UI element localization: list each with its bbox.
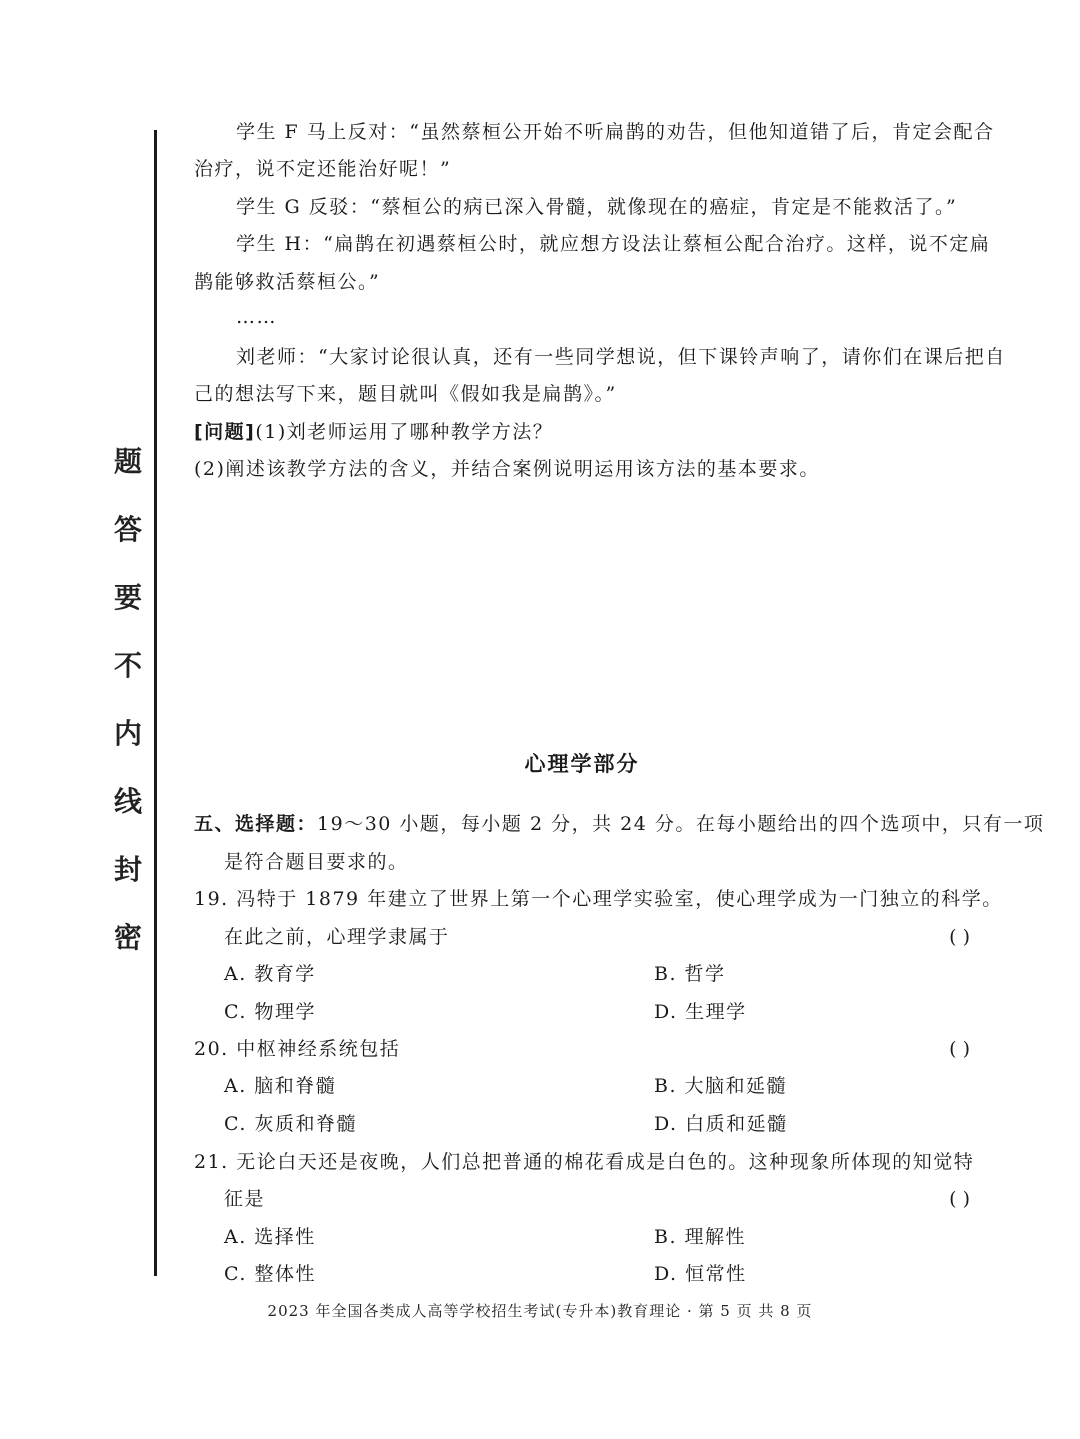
seal-char: 封	[113, 853, 142, 886]
question-part2: (2)阐述该教学方法的含义，并结合案例说明运用该方法的基本要求。	[194, 458, 820, 480]
question-part1-text: (1)刘老师运用了哪种教学方法？	[255, 421, 554, 443]
q21-option-b: B. 理解性	[654, 1226, 747, 1248]
q20-options-cd	[224, 1110, 970, 1138]
mc-header-line2: 是符合题目要求的。	[224, 851, 409, 873]
q19-line2-text: 在此之前，心理学隶属于	[224, 926, 450, 948]
seal-char: 答	[113, 513, 142, 546]
q21-line1: 21. 无论白天还是夜晚，人们总把普通的棉花看成是白色的。这种现象所体现的知觉特	[194, 1151, 975, 1173]
q21-options-cd	[224, 1260, 970, 1288]
seal-warning-text	[110, 440, 146, 984]
q20-option-d: D. 白质和延髓	[654, 1113, 788, 1135]
seal-char: 内	[113, 717, 142, 750]
q21-paren: ( )	[949, 1188, 970, 1210]
q19-options-ab	[224, 960, 970, 988]
q21-option-c: C. 整体性	[224, 1263, 316, 1285]
q21-option-d: D. 恒常性	[654, 1263, 747, 1285]
q21-option-a: A. 选择性	[224, 1226, 316, 1248]
student-f-line2: 治疗，说不定还能治好呢！”	[194, 158, 452, 180]
q19-options-cd	[224, 998, 970, 1026]
q20-option-a: A. 脑和脊髓	[224, 1075, 337, 1097]
q21-line2-text: 征是	[224, 1188, 266, 1210]
mc-header-text: 19～30 小题，每小题 2 分，共 24 分。在每小题给出的四个选项中，只有一项	[317, 813, 1045, 835]
seal-char: 要	[113, 581, 142, 614]
mc-header-line1	[194, 810, 1045, 838]
teacher-line1: 刘老师：“大家讨论很认真，还有一些同学想说，但下课铃声响了，请你们在课后把自	[236, 346, 1006, 368]
question-label: [问题]	[194, 421, 256, 443]
seal-char: 题	[113, 445, 142, 478]
student-g-line: 学生 G 反驳：“蔡桓公的病已深入骨髓，就像现在的癌症，肯定是不能救活了。”	[236, 196, 958, 218]
section-title: 心理学部分	[524, 752, 640, 776]
teacher-line2: 己的想法写下来，题目就叫《假如我是扁鹊》。”	[194, 383, 617, 405]
q20-line1: 20. 中枢神经系统包括	[194, 1038, 401, 1060]
q21-line2	[224, 1185, 970, 1213]
page-footer: 2023 年全国各类成人高等学校招生考试(专升本)教育理论 · 第 5 页 共 8 页	[267, 1302, 813, 1320]
student-h-line2: 鹊能够救活蔡桓公。”	[194, 271, 381, 293]
q19-line2	[224, 923, 970, 951]
q19-option-b: B. 哲学	[654, 963, 726, 985]
q20-option-b: B. 大脑和延髓	[654, 1075, 788, 1097]
q20-option-c: C. 灰质和脊髓	[224, 1113, 357, 1135]
q19-paren: ( )	[949, 926, 970, 948]
q20-paren: ( )	[949, 1038, 970, 1060]
q19-option-c: C. 物理学	[224, 1001, 316, 1023]
seal-line	[154, 130, 157, 1276]
mc-header-label: 五、选择题：	[194, 813, 318, 835]
seal-char: 密	[113, 921, 142, 954]
q19-line1: 19. 冯特于 1879 年建立了世界上第一个心理学实验室，使心理学成为一门独立的科学。	[194, 888, 1003, 910]
seal-char: 不	[113, 649, 142, 682]
seal-char: 线	[113, 785, 142, 818]
q19-option-a: A. 教育学	[224, 963, 316, 985]
ellipsis: ……	[236, 306, 277, 328]
student-f-line1: 学生 F 马上反对：“虽然蔡桓公开始不听扁鹊的劝告，但他知道错了后，肯定会配合	[236, 121, 995, 143]
student-h-line1: 学生 H：“扁鹊在初遇蔡桓公时，就应想方设法让蔡桓公配合治疗。这样，说不定扁	[236, 233, 991, 255]
q21-options-ab	[224, 1223, 970, 1251]
q19-option-d: D. 生理学	[654, 1001, 747, 1023]
q20-options-ab	[224, 1072, 970, 1100]
question-part1	[194, 418, 970, 446]
